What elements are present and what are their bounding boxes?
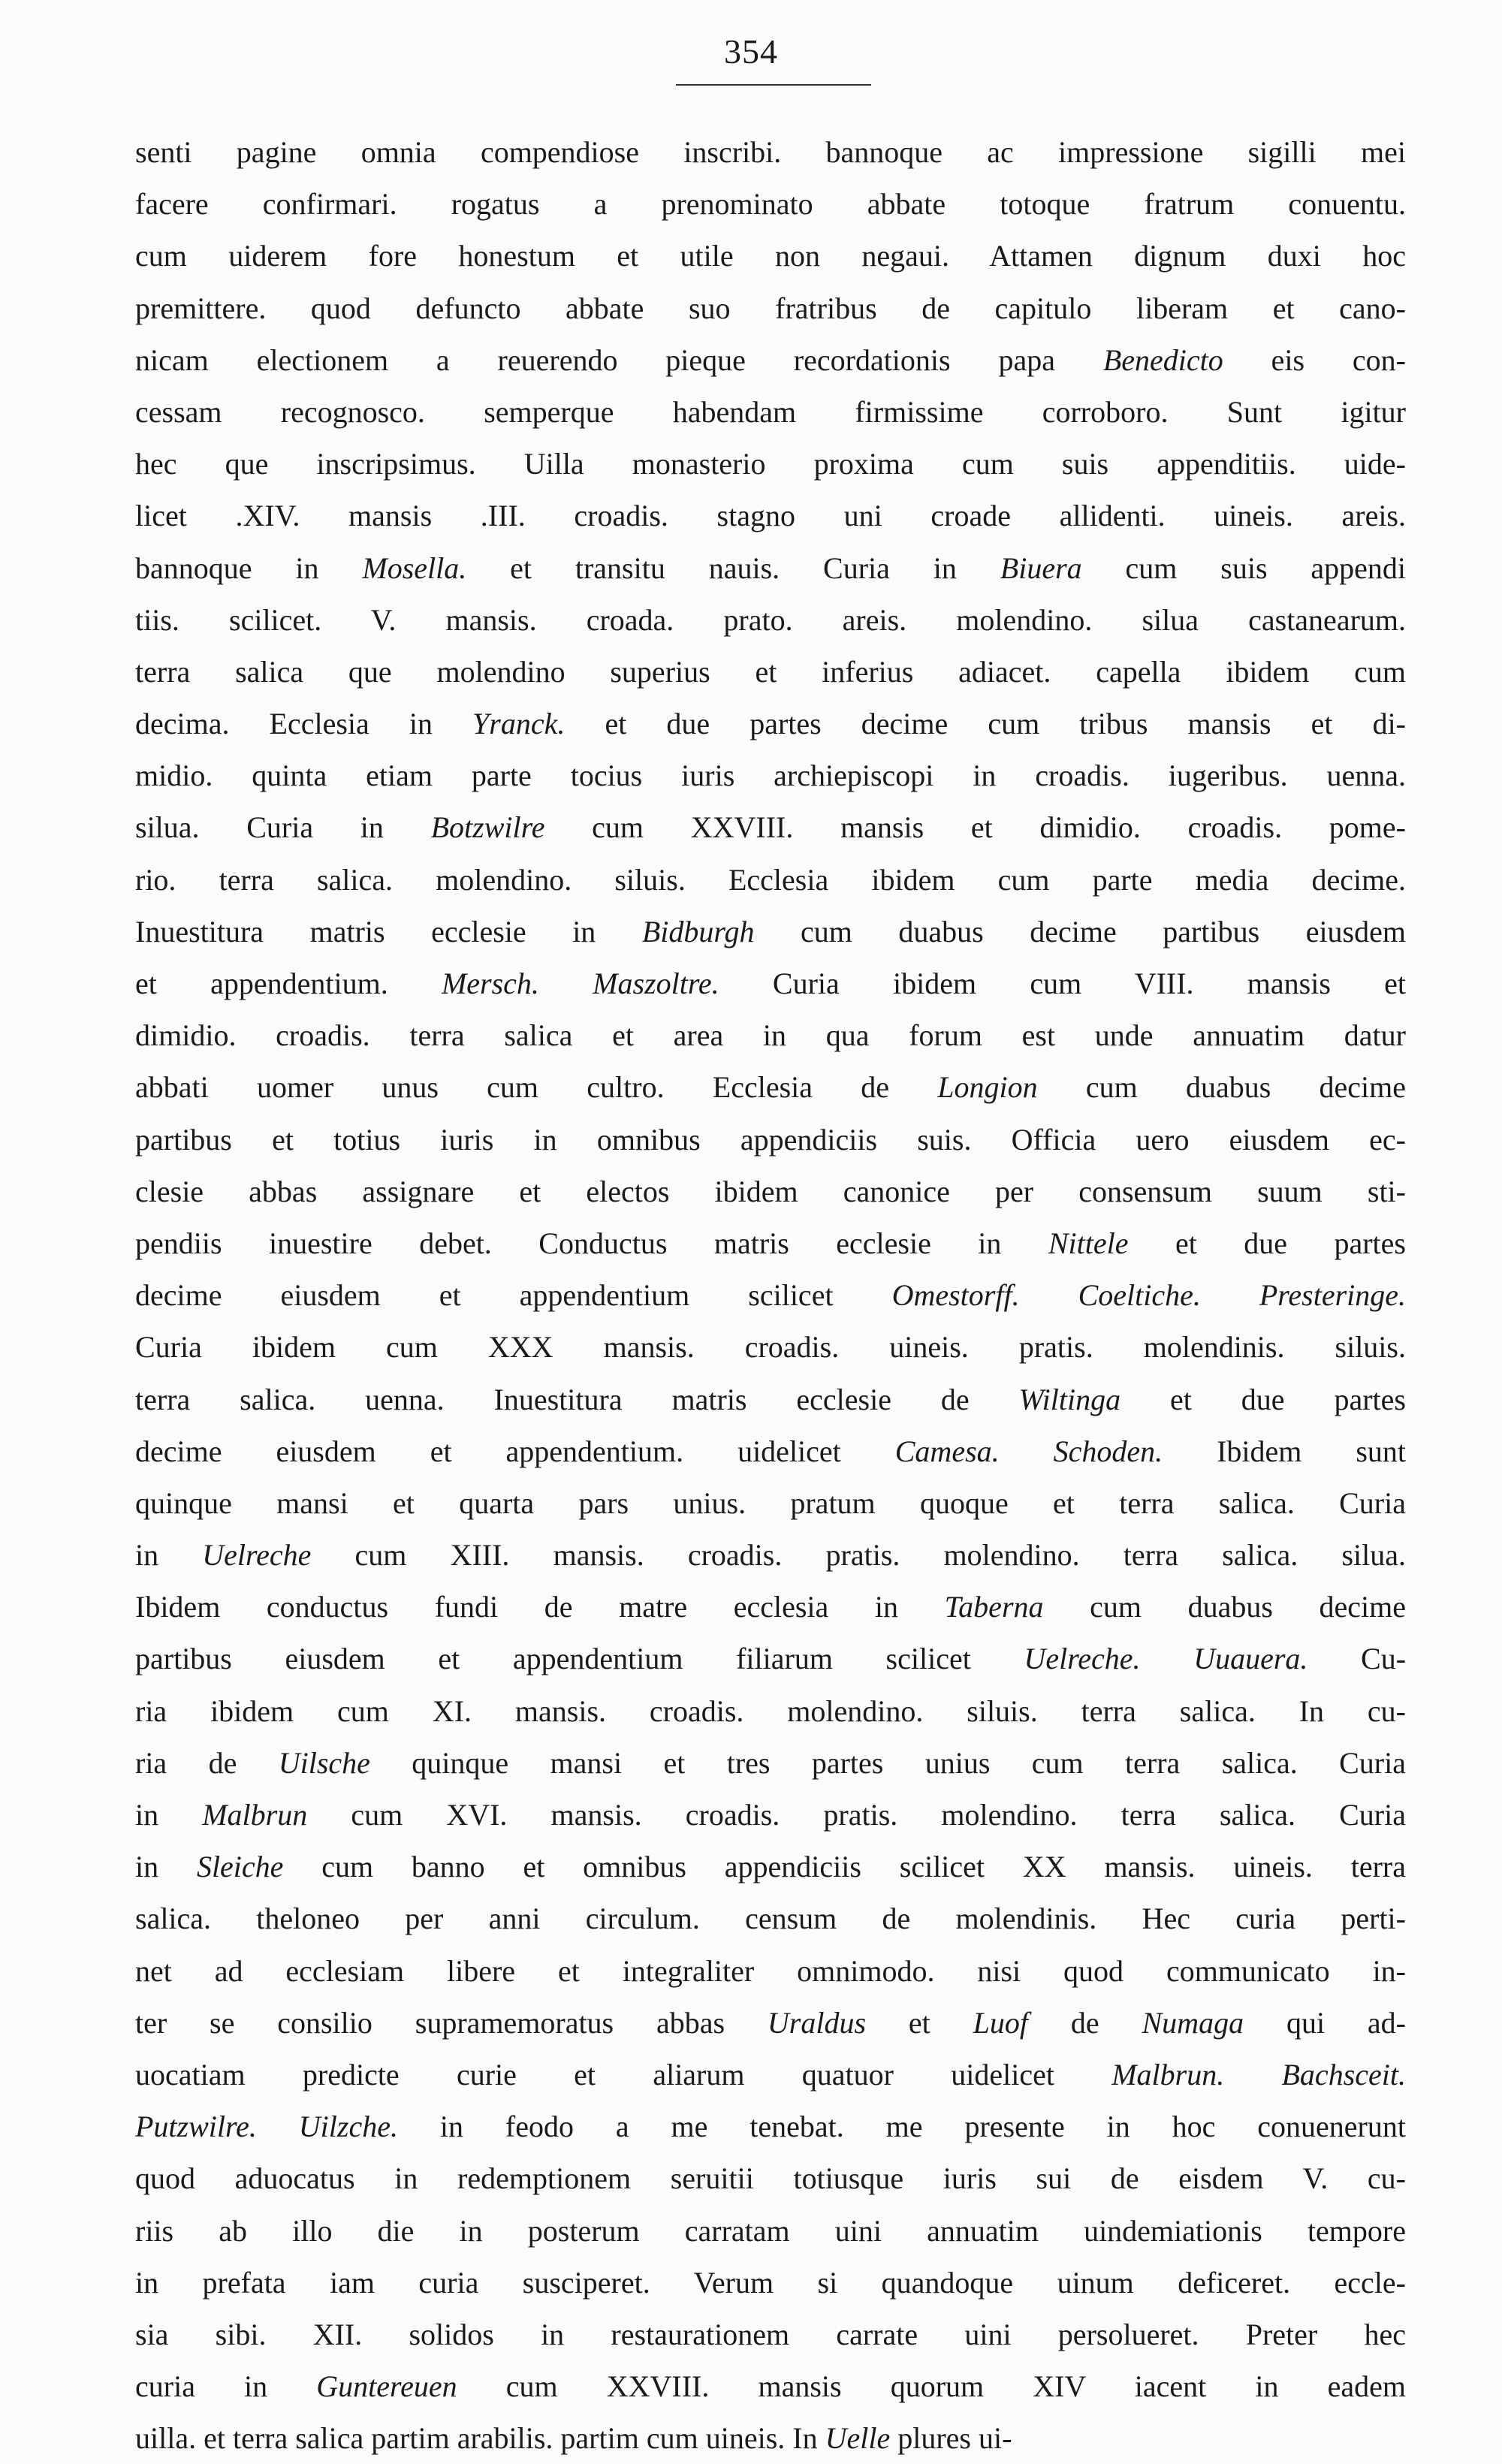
text-segment: Curia ibidem cum XXX mansis. croadis. uineis. pratis. molendinis. siluis. (135, 1330, 1406, 1365)
text-line (135, 1217, 1406, 1269)
text-segment: in feodo a me tenebat. me presente in hoc conuenerunt (397, 2110, 1406, 2144)
text-line (135, 1892, 1406, 1944)
italic-place-name: Luof (973, 2005, 1029, 2040)
text-line (135, 1269, 1406, 1321)
text-line (135, 749, 1406, 801)
text-segment: bannoque in (135, 550, 363, 585)
text-line (135, 646, 1406, 698)
italic-place-name: Uelreche. (1024, 1642, 1141, 1676)
text-segment: ter se consilio supramemoratus abbas (135, 2005, 768, 2040)
text-segment: premittere. quod defuncto abbate suo fratribus de capitulo liberam et cano- (135, 291, 1406, 325)
text-segment: cum duabus decime (1037, 1070, 1406, 1105)
text-segment: Ibidem sunt (1163, 1434, 1406, 1468)
text-segment (1201, 1278, 1259, 1312)
italic-place-name: Maszoltre. (593, 967, 719, 1000)
text-line (135, 801, 1406, 853)
text-segment: abbati uomer unus cum cultro. Ecclesia de (135, 1070, 938, 1105)
italic-place-name: Biuera (1000, 550, 1082, 585)
text-segment: rio. terra salica. molendino. siluis. Ecclesia ibidem cum parte media decime. (135, 862, 1406, 897)
italic-place-name: Uraldus (767, 2005, 867, 2040)
text-segment: uocatiam predicte curie et aliarum quatuor uidelicet (135, 2057, 1112, 2092)
text-line (135, 490, 1406, 541)
text-segment: de (1028, 2005, 1142, 2040)
text-segment: et transitu nauis. Curia in (466, 550, 1000, 585)
text-segment: curia in (135, 2369, 317, 2404)
italic-place-name: Uuauera. (1193, 1642, 1308, 1676)
text-segment: et due partes (1120, 1382, 1406, 1416)
italic-place-name: Uilsche (278, 1745, 370, 1780)
text-line (135, 1789, 1406, 1841)
text-segment: uilla. et terra salica partim arabilis. partim cum uineis. In (135, 2421, 825, 2456)
text-line (135, 1374, 1406, 1425)
text-line (135, 2360, 1406, 2412)
text-segment: terra salica. uenna. Inuestitura matris ecclesie de (135, 1382, 1019, 1416)
text-segment: quod aduocatus in redemptionem seruitii totiusque iuris sui de eisdem V. cu- (135, 2161, 1406, 2196)
text-segment: senti pagine omnia compendiose inscribi. bannoque ac impressione sigilli mei (135, 135, 1406, 169)
text-line (135, 178, 1406, 230)
italic-place-name: Guntereuen (316, 2369, 457, 2404)
italic-place-name: Wiltinga (1018, 1382, 1121, 1416)
text-segment: cum suis appendi (1081, 550, 1406, 585)
text-segment: in (135, 1850, 197, 1884)
text-segment (1020, 1278, 1078, 1312)
text-line (135, 2101, 1406, 2152)
italic-place-name: Mersch. (441, 967, 539, 1000)
text-segment: cum XVI. mansis. croadis. pratis. molendino. terra salica. Curia (307, 1798, 1406, 1832)
text-line (135, 334, 1406, 386)
text-segment: ria de (135, 1745, 279, 1780)
text-segment: terra salica que molendino superius et inferius adiacet. capella ibidem cum (135, 654, 1406, 689)
text-segment (1141, 1642, 1194, 1675)
text-segment: quinque mansi et quarta pars unius. pratum quoque et terra salica. Curia (135, 1485, 1406, 1520)
italic-place-name: Bachsceit. (1281, 2057, 1406, 2092)
text-segment: dimidio. croadis. terra salica et area in qua forum est unde annuatim datur (135, 1018, 1406, 1053)
text-line (135, 1425, 1406, 1477)
text-segment: in prefata iam curia susciperet. Verum si quandoque uinum deficeret. eccle- (135, 2265, 1406, 2300)
text-segment: clesie abbas assignare et electos ibidem canonice per consensum suum sti- (135, 1174, 1406, 1208)
text-segment: cum XXVIII. mansis et dimidio. croadis. pome- (544, 810, 1406, 845)
italic-place-name: Mosella. (362, 550, 467, 585)
text-line (135, 1061, 1406, 1113)
italic-place-name: Nittele (1048, 1226, 1129, 1260)
italic-place-name: Schoden. (1053, 1434, 1163, 1468)
text-segment: decima. Ecclesia in (135, 707, 473, 741)
text-segment: sia sibi. XII. solidos in restaurationem carrate uini persolueret. Preter hec (135, 2317, 1406, 2351)
italic-place-name: Numaga (1142, 2005, 1244, 2040)
italic-place-name: Omestorff. (891, 1278, 1020, 1313)
text-line (135, 1009, 1406, 1061)
text-segment: riis ab illo die in posterum carratam uini annuatim uindemiationis tempore (135, 2213, 1406, 2248)
italic-place-name: Camesa. (894, 1434, 1000, 1468)
text-segment: cum duabus decime (1043, 1590, 1406, 1624)
text-line (135, 1737, 1406, 1789)
italic-place-name: Malbrun. (1111, 2057, 1225, 2092)
text-line (135, 1685, 1406, 1737)
text-line (135, 1841, 1406, 1892)
text-line (135, 698, 1406, 749)
italic-place-name: Uelle (825, 2421, 891, 2456)
text-segment: cum XIII. mansis. croadis. pratis. molendino. terra salica. silua. (311, 1538, 1406, 1573)
text-line (135, 2205, 1406, 2257)
italic-place-name: Malbrun (202, 1798, 308, 1832)
text-line (135, 1581, 1406, 1633)
text-line (135, 2412, 1406, 2464)
italic-place-name: Taberna (944, 1590, 1044, 1624)
text-segment: salica. theloneo per anni circulum. censum de molendinis. Hec curia perti- (135, 1902, 1406, 1936)
text-segment: decime eiusdem et appendentium. uidelicet (135, 1434, 895, 1468)
text-segment: in (135, 1798, 203, 1832)
text-line (135, 542, 1406, 594)
text-segment: cum XXVIII. mansis quorum XIV iacent in eadem (457, 2369, 1406, 2404)
text-segment: ria ibidem cum XI. mansis. croadis. molendino. siluis. terra salica. In cu- (135, 1693, 1406, 1728)
text-line (135, 1477, 1406, 1529)
text-line (135, 2257, 1406, 2309)
text-line (135, 1166, 1406, 1217)
text-line (135, 386, 1406, 438)
text-line (135, 958, 1406, 1009)
italic-place-name: Putzwilre. (135, 2110, 257, 2144)
text-segment: hec que inscripsimus. Uilla monasterio proxima cum suis appenditiis. uide- (135, 447, 1406, 481)
text-segment: et due partes decime cum tribus mansis et di- (565, 707, 1406, 741)
text-line (135, 1945, 1406, 1997)
text-segment: cum uiderem fore honestum et utile non negaui. Attamen dignum duxi hoc (135, 239, 1406, 273)
italic-place-name: Yranck. (472, 707, 566, 741)
page-number: 354 (724, 32, 778, 71)
text-line (135, 854, 1406, 906)
text-segment: qui ad- (1244, 2005, 1406, 2040)
italic-place-name: Sleiche (196, 1850, 284, 1884)
text-segment: et due partes (1128, 1226, 1406, 1260)
text-segment: facere confirmari. rogatus a prenominato abbate totoque fratrum conuentu. (135, 187, 1406, 222)
text-segment: et appendentium. (135, 967, 442, 1000)
text-line (135, 1997, 1406, 2049)
text-segment: eis con- (1223, 342, 1406, 377)
text-segment: nicam electionem a reuerendo pieque recordationis papa (135, 342, 1103, 377)
text-segment: quinque mansi et tres partes unius cum terra salica. Curia (369, 1745, 1406, 1780)
text-line (135, 1114, 1406, 1166)
text-line (135, 438, 1406, 490)
text-segment: Ibidem conductus fundi de matre ecclesia in (135, 1590, 945, 1624)
text-segment: cessam recognosco. semperque habendam firmissime corroboro. Sunt igitur (135, 394, 1406, 429)
text-line (135, 2049, 1406, 2101)
text-segment: et (866, 2005, 973, 2040)
text-segment: net ad ecclesiam libere et integraliter omnimodo. nisi quod communicato in- (135, 1953, 1406, 1988)
italic-place-name: Uelreche (202, 1538, 312, 1573)
text-line (135, 1633, 1406, 1684)
text-segment: Cu- (1307, 1642, 1407, 1676)
text-segment: Inuestitura matris ecclesie in (135, 914, 642, 949)
text-segment: partibus et totius iuris in omnibus appendiciis suis. Officia uero eiusdem ec- (135, 1122, 1406, 1157)
text-line (135, 2152, 1406, 2204)
text-segment: cum banno et omnibus appendiciis scilicet XX mansis. uineis. terra (283, 1850, 1406, 1884)
text-segment: decime eiusdem et appendentium scilicet (135, 1278, 892, 1313)
text-segment (257, 2110, 299, 2143)
text-segment (1000, 1434, 1054, 1468)
text-line (135, 594, 1406, 646)
text-line (135, 2309, 1406, 2360)
text-segment: midio. quinta etiam parte tocius iuris archiepiscopi in croadis. iugeribus. uenna. (135, 759, 1406, 793)
text-segment: Curia ibidem cum VIII. mansis et (719, 967, 1406, 1000)
text-segment (1224, 2058, 1281, 2092)
text-line (135, 230, 1406, 282)
text-segment: plures ui- (890, 2421, 1012, 2456)
italic-place-name: Benedicto (1102, 342, 1223, 377)
italic-place-name: Bidburgh (641, 914, 755, 949)
text-segment: partibus eiusdem et appendentium filiarum scilicet (135, 1642, 1024, 1676)
text-segment: silua. Curia in (135, 810, 431, 845)
text-line (135, 282, 1406, 334)
text-segment (539, 967, 593, 1000)
body-text (135, 126, 1406, 2464)
text-segment: pendiis inuestire debet. Conductus matris ecclesie in (135, 1226, 1048, 1260)
text-segment: cum duabus decime partibus eiusdem (754, 914, 1406, 949)
text-segment: tiis. scilicet. V. mansis. croada. prato. areis. molendino. silua castanearum. (135, 602, 1406, 637)
text-segment: licet .XIV. mansis .III. croadis. stagno uni croade allidenti. uineis. areis. (135, 499, 1406, 533)
header-rule (676, 84, 871, 86)
text-line (135, 1529, 1406, 1581)
text-line (135, 126, 1406, 178)
italic-place-name: Coeltiche. (1078, 1278, 1201, 1313)
italic-place-name: Longion (937, 1070, 1038, 1105)
italic-place-name: Botzwilre (430, 810, 545, 845)
text-line (135, 1321, 1406, 1373)
text-line (135, 906, 1406, 958)
italic-place-name: Uilzche. (298, 2110, 398, 2144)
italic-place-name: Presteringe. (1259, 1278, 1407, 1313)
text-segment: in (135, 1538, 203, 1573)
